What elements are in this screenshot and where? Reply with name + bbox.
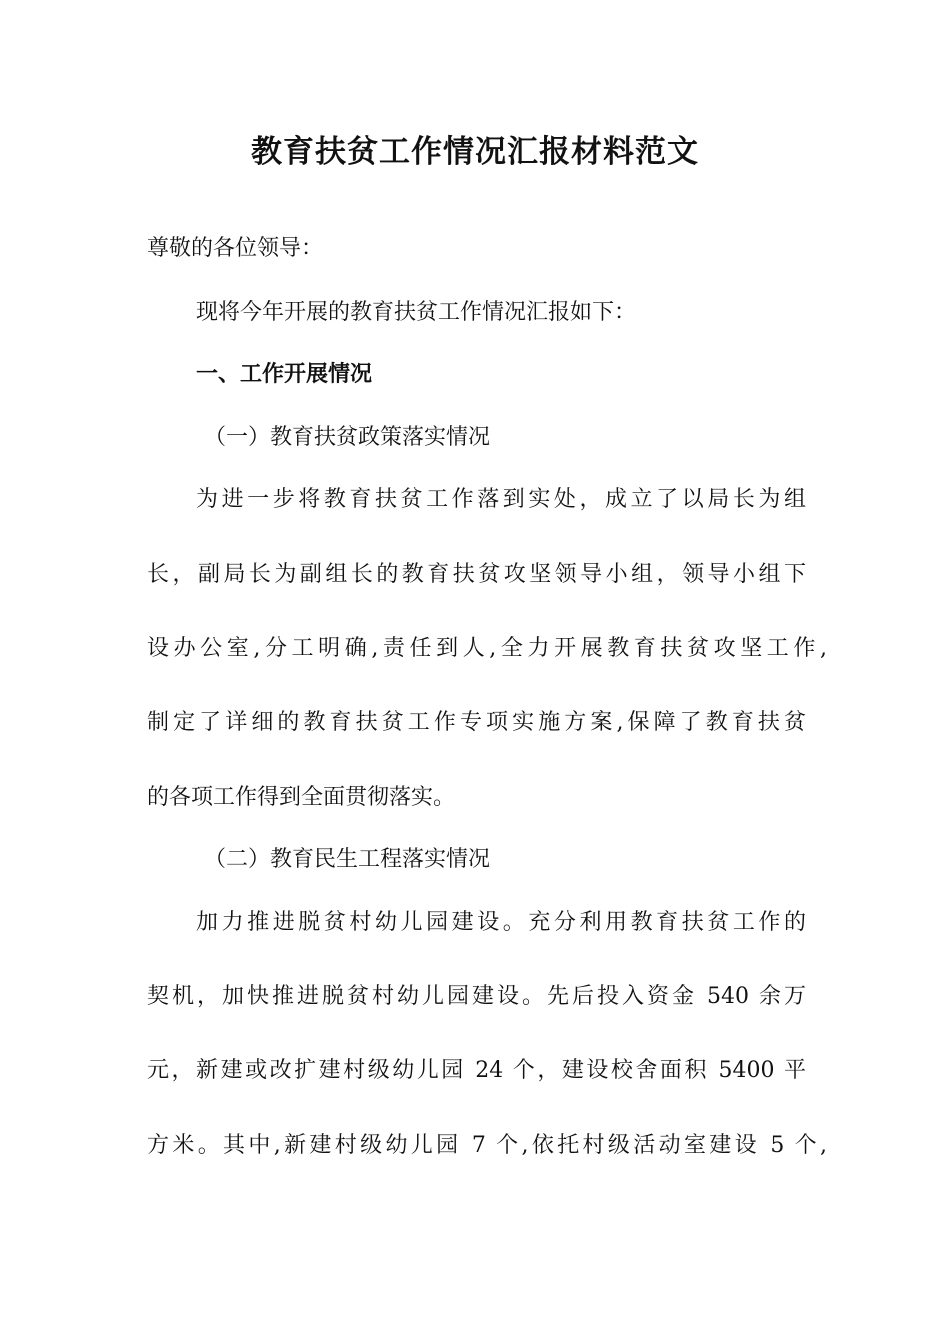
paragraph-line: 方米。其中,新建村级幼儿园 7 个,依托村级活动室建设 5 个, (147, 1133, 827, 1158)
paragraph-line: 为进一步将教育扶贫工作落到实处，成立了以局长为组 (196, 487, 806, 512)
paragraph-line: 制定了详细的教育扶贫工作专项实施方案,保障了教育扶贫 (147, 710, 806, 735)
section-heading-work-progress: 一、工作开展情况 (196, 362, 373, 387)
paragraph-line: 加力推进脱贫村幼儿园建设。充分利用教育扶贫工作的 (196, 910, 806, 935)
subsection-heading-livelihood: （二）教育民生工程落实情况 (204, 847, 491, 872)
paragraph-line: 元，新建或改扩建村级幼儿园 24 个，建设校舍面积 5400 平 (147, 1058, 806, 1083)
paragraph-line: 契机，加快推进脱贫村幼儿园建设。先后投入资金 540 余万 (147, 984, 806, 1009)
paragraph-line: 设办公室,分工明确,责任到人,全力开展教育扶贫攻坚工作, (147, 636, 827, 661)
document-title: 教育扶贫工作情况汇报材料范文 (251, 134, 699, 170)
paragraph-line: 长，副局长为副组长的教育扶贫攻坚领导小组，领导小组下 (147, 562, 806, 587)
salutation: 尊敬的各位领导： (147, 236, 324, 261)
paragraph-line: 的各项工作得到全面贯彻落实。 (147, 785, 456, 810)
intro-paragraph: 现将今年开展的教育扶贫工作情况汇报如下： (196, 300, 637, 325)
subsection-heading-policy: （一）教育扶贫政策落实情况 (204, 425, 491, 450)
